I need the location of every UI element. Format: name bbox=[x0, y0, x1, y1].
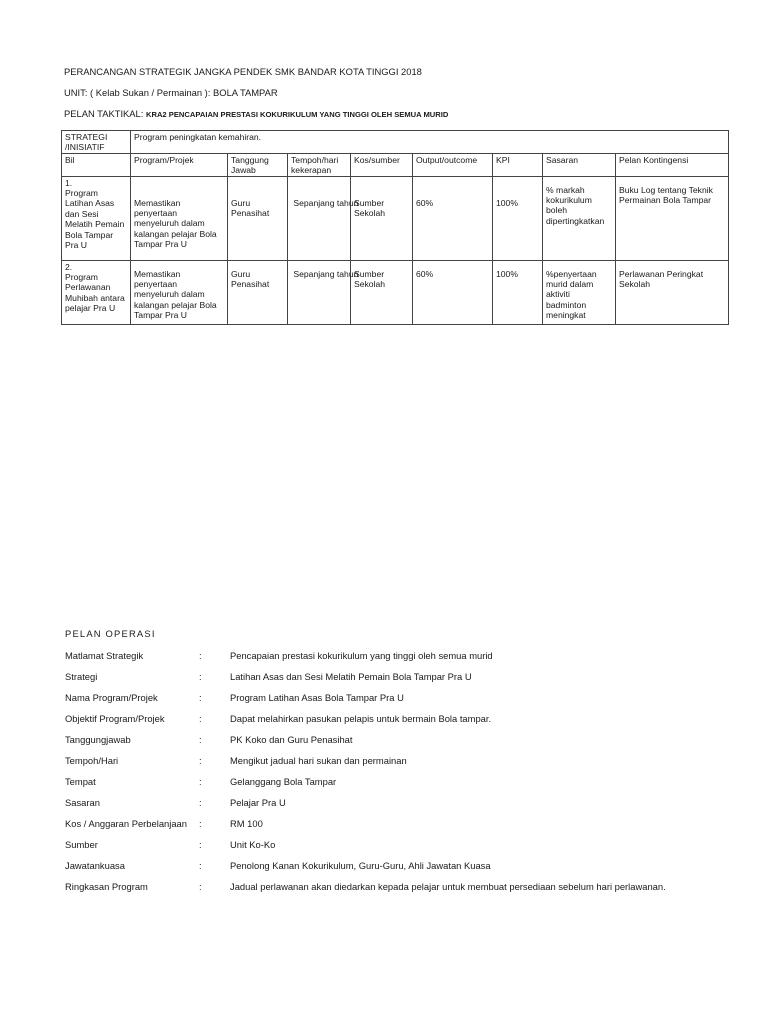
operasi-colon: : bbox=[199, 755, 202, 766]
row1-kpi-text: 100% bbox=[496, 197, 518, 208]
strategi-value: Program peningkatan kemahiran. bbox=[131, 131, 729, 154]
row1-kpi bbox=[493, 176, 543, 260]
row2-kpi-text: 100% bbox=[496, 268, 518, 279]
row2-sasaran-text: %penyertaan murid dalam aktiviti badminton meningkat bbox=[546, 268, 597, 321]
operasi-value: Unit Ko-Ko bbox=[230, 839, 276, 850]
row2-kos bbox=[351, 260, 413, 324]
row2-program-text: Memastikan penyertaan menyeluruh dalam kalangan pelajar Bola Tampar Pra U bbox=[134, 268, 217, 321]
header-tanggung-jawab: Tanggung Jawab bbox=[228, 153, 288, 176]
operasi-colon: : bbox=[199, 734, 202, 745]
row1-tempoh-text: Sepanjang tahun bbox=[291, 197, 359, 208]
operasi-colon: : bbox=[199, 881, 202, 892]
operasi-label: Kos / Anggaran Perbelanjaan bbox=[65, 818, 187, 829]
row1-kos bbox=[351, 176, 413, 260]
strategi-row bbox=[62, 131, 729, 154]
document-title: PERANCANGAN STRATEGIK JANGKA PENDEK SMK BANDAR KOTA TINGGI 2018 bbox=[64, 66, 422, 77]
operasi-value: Pencapaian prestasi kokurikulum yang tinggi oleh semua murid bbox=[230, 650, 493, 661]
table-header-row bbox=[62, 153, 729, 176]
row1-tanggung bbox=[228, 176, 288, 260]
operasi-value: Penolong Kanan Kokurikulum, Guru-Guru, Ahli Jawatan Kuasa bbox=[230, 860, 491, 871]
operasi-label: Ringkasan Program bbox=[65, 881, 148, 892]
row1-pelan-text: Buku Log tentang Teknik Permainan Bola Tampar bbox=[619, 184, 713, 206]
operasi-label: Tempat bbox=[65, 776, 96, 787]
row2-tanggung-text: Guru Penasihat bbox=[231, 268, 270, 290]
row2-bil: 2. Program Perlawanan Muhibah antara pelajar Pra U bbox=[62, 260, 131, 324]
row1-bil: 1. Program Latihan Asas dan Sesi Melatih Pemain Bola Tampar Pra U bbox=[62, 176, 131, 260]
header-kpi: KPI bbox=[493, 153, 543, 176]
operasi-label: Matlamat Strategik bbox=[65, 650, 144, 661]
operasi-label: Sumber bbox=[65, 839, 98, 850]
header-sasaran: Sasaran bbox=[543, 153, 616, 176]
operasi-colon: : bbox=[199, 671, 202, 682]
row1-program-text: Memastikan penyertaan menyeluruh dalam kalangan pelajar Bola Tampar Pra U bbox=[134, 197, 217, 250]
table-row bbox=[62, 176, 729, 260]
row2-output bbox=[413, 260, 493, 324]
header-tempoh: Tempoh/hari kekerapan bbox=[288, 153, 351, 176]
row1-tanggung-text: Guru Penasihat bbox=[231, 197, 270, 219]
operasi-value: Dapat melahirkan pasukan pelapis untuk bermain Bola tampar. bbox=[230, 713, 492, 724]
pelan-taktikal-value: KRA2 PENCAPAIAN PRESTASI KOKURIKULUM YANG TINGGI OLEH SEMUA MURID bbox=[145, 110, 449, 119]
row1-sasaran-text: % markah kokurikulum boleh dipertingkatkan bbox=[546, 184, 605, 226]
row2-pelan-text: Perlawanan Peringkat Sekolah bbox=[619, 268, 704, 290]
row2-tempoh bbox=[288, 260, 359, 324]
operasi-colon: : bbox=[199, 839, 202, 850]
operasi-colon: : bbox=[199, 818, 202, 829]
header-output: Output/outcome bbox=[413, 153, 493, 176]
operasi-value: Pelajar Pra U bbox=[230, 797, 286, 808]
operasi-label: Strategi bbox=[65, 671, 98, 682]
operasi-value: PK Koko dan Guru Penasihat bbox=[230, 734, 353, 745]
operasi-colon: : bbox=[199, 860, 202, 871]
pelan-taktikal-label: PELAN TAKTIKAL: bbox=[64, 108, 144, 119]
operasi-value: Program Latihan Asas Bola Tampar Pra U bbox=[230, 692, 404, 703]
operasi-value: Gelanggang Bola Tampar bbox=[230, 776, 337, 787]
table-row bbox=[62, 260, 729, 324]
row1-sasaran bbox=[543, 176, 616, 260]
row2-kos-text: Sumber Sekolah bbox=[354, 268, 386, 290]
row2-pelan bbox=[616, 260, 729, 324]
row2-sasaran bbox=[543, 260, 616, 324]
operasi-label: Tanggungjawab bbox=[65, 734, 131, 745]
pelan-taktikal-line bbox=[64, 108, 448, 119]
operasi-colon: : bbox=[199, 650, 202, 661]
row2-output-text: 60% bbox=[416, 268, 434, 279]
row2-tanggung bbox=[228, 260, 288, 324]
operasi-colon: : bbox=[199, 776, 202, 787]
operasi-value: RM 100 bbox=[230, 818, 263, 829]
strategi-label: STRATEGI /INISIATIF bbox=[62, 131, 131, 154]
strategic-plan-table bbox=[61, 130, 729, 325]
unit-line: UNIT: ( Kelab Sukan / Permainan ): BOLA TAMPAR bbox=[64, 87, 278, 98]
row1-tempoh bbox=[288, 176, 359, 260]
header-program: Program/Projek bbox=[131, 153, 228, 176]
operasi-colon: : bbox=[199, 797, 202, 808]
operasi-value: Mengikut jadual hari sukan dan permainan bbox=[230, 755, 407, 766]
header-bil: Bil bbox=[62, 153, 131, 176]
pelan-operasi-title: PELAN OPERASI bbox=[65, 628, 156, 639]
row1-output-text: 60% bbox=[416, 197, 434, 208]
operasi-label: Sasaran bbox=[65, 797, 100, 808]
row1-pelan bbox=[616, 176, 729, 260]
header-pelan-kontingensi: Pelan Kontingensi bbox=[616, 153, 729, 176]
header-kos: Kos/sumber bbox=[351, 153, 413, 176]
row1-output bbox=[413, 176, 493, 260]
row2-tempoh-text: Sepanjang tahun bbox=[291, 268, 359, 279]
operasi-label: Jawatankuasa bbox=[65, 860, 125, 871]
row2-kpi bbox=[493, 260, 543, 324]
row1-kos-text: Sumber Sekolah bbox=[354, 197, 386, 219]
operasi-label: Nama Program/Projek bbox=[65, 692, 158, 703]
operasi-label: Objektif Program/Projek bbox=[65, 713, 165, 724]
operasi-colon: : bbox=[199, 692, 202, 703]
operasi-value: Jadual perlawanan akan diedarkan kepada pelajar untuk membuat persediaan sebelum hari perlawanan. bbox=[230, 881, 666, 892]
operasi-label: Tempoh/Hari bbox=[65, 755, 119, 766]
operasi-colon: : bbox=[199, 713, 202, 724]
row1-program bbox=[131, 176, 228, 260]
row2-program bbox=[131, 260, 228, 324]
operasi-value: Latihan Asas dan Sesi Melatih Pemain Bola Tampar Pra U bbox=[230, 671, 472, 682]
